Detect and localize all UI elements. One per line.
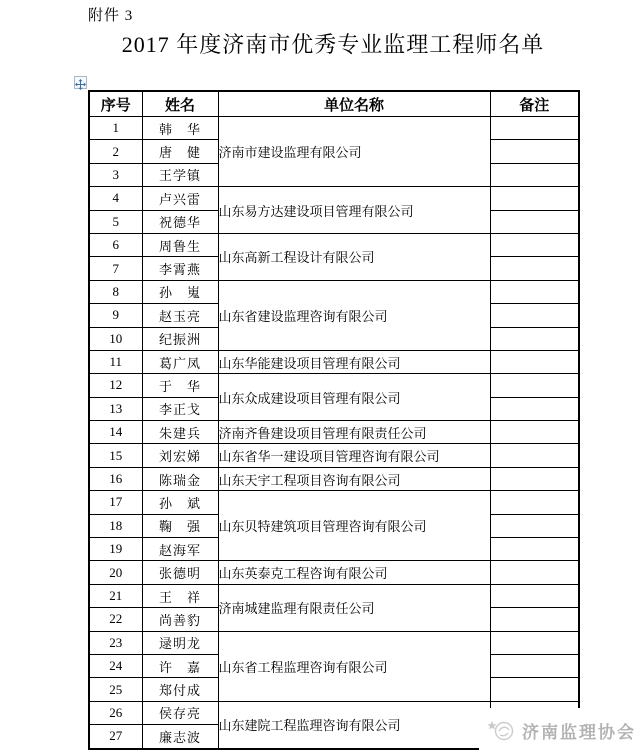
serial-cell: 2	[89, 140, 142, 163]
name-cell: 孙 斌	[142, 491, 218, 514]
name-cell: 侯存亮	[142, 701, 218, 724]
serial-cell: 25	[89, 678, 142, 701]
remark-cell	[490, 327, 579, 350]
serial-cell: 12	[89, 374, 142, 397]
serial-cell: 10	[89, 327, 142, 350]
serial-cell: 24	[89, 654, 142, 677]
company-cell: 山东省工程监理咨询有限公司	[218, 631, 490, 701]
serial-cell: 5	[89, 210, 142, 233]
company-cell: 山东众成建设项目管理有限公司	[218, 374, 490, 421]
table-header-row	[89, 91, 579, 117]
table-row	[89, 491, 579, 514]
serial-cell: 11	[89, 350, 142, 373]
remark-cell	[490, 280, 579, 303]
serial-cell: 27	[89, 725, 142, 749]
table-row	[89, 187, 579, 210]
remark-cell	[490, 491, 579, 514]
name-cell: 尚善豹	[142, 608, 218, 631]
name-cell: 于 华	[142, 374, 218, 397]
serial-cell: 13	[89, 397, 142, 420]
serial-cell: 3	[89, 163, 142, 186]
serial-cell: 7	[89, 257, 142, 280]
serial-cell: 23	[89, 631, 142, 654]
company-cell: 山东建院工程监理咨询有限公司	[218, 701, 490, 748]
company-cell: 济南市建设监理有限公司	[218, 117, 490, 187]
remark-cell	[490, 304, 579, 327]
association-logo-icon	[487, 715, 517, 745]
table-row	[89, 374, 579, 397]
serial-cell: 4	[89, 187, 142, 210]
watermark	[479, 708, 639, 752]
remark-cell	[490, 117, 579, 140]
remark-cell	[490, 140, 579, 163]
name-cell: 王学镇	[142, 163, 218, 186]
name-cell: 朱建兵	[142, 421, 218, 444]
move-arrows-glyph	[75, 79, 86, 90]
table-row	[89, 421, 579, 444]
name-cell: 葛广凤	[142, 350, 218, 373]
company-cell: 山东贝特建筑项目管理咨询有限公司	[218, 491, 490, 561]
name-cell: 许 嘉	[142, 654, 218, 677]
name-cell: 李霄燕	[142, 257, 218, 280]
watermark-text: 济南监理协会	[522, 722, 636, 742]
table-row	[89, 280, 579, 303]
remark-cell	[490, 210, 579, 233]
name-cell: 郑付成	[142, 678, 218, 701]
serial-cell: 8	[89, 280, 142, 303]
table-row	[89, 584, 579, 607]
remark-cell	[490, 397, 579, 420]
serial-cell: 16	[89, 467, 142, 490]
remark-cell	[490, 608, 579, 631]
serial-cell: 20	[89, 561, 142, 584]
serial-cell: 1	[89, 117, 142, 140]
col-header-serial: 序号	[89, 91, 142, 117]
col-header-name: 姓名	[142, 91, 218, 117]
serial-cell: 17	[89, 491, 142, 514]
table-row	[89, 631, 579, 654]
name-cell: 鞠 强	[142, 514, 218, 537]
col-header-remark: 备注	[490, 91, 579, 117]
remark-cell	[490, 631, 579, 654]
remark-cell	[490, 350, 579, 373]
name-cell: 逯明龙	[142, 631, 218, 654]
table-row	[89, 233, 579, 256]
remark-cell	[490, 654, 579, 677]
remark-cell	[490, 561, 579, 584]
name-cell: 王 祥	[142, 584, 218, 607]
name-cell: 韩 华	[142, 117, 218, 140]
table-row	[89, 117, 579, 140]
attachment-label: 附件 3	[88, 8, 134, 24]
name-cell: 张德明	[142, 561, 218, 584]
remark-cell	[490, 421, 579, 444]
name-cell: 陈瑞金	[142, 467, 218, 490]
serial-cell: 19	[89, 538, 142, 561]
name-cell: 刘宏娣	[142, 444, 218, 467]
name-cell: 赵玉亮	[142, 304, 218, 327]
col-header-company: 单位名称	[218, 91, 490, 117]
name-cell: 纪振洲	[142, 327, 218, 350]
remark-cell	[490, 163, 579, 186]
roster-table-wrap	[88, 90, 580, 750]
table-move-handle-icon[interactable]	[74, 76, 87, 89]
company-cell: 山东英泰克工程咨询有限公司	[218, 561, 490, 584]
serial-cell: 22	[89, 608, 142, 631]
company-cell: 山东华能建设项目管理有限公司	[218, 350, 490, 373]
company-cell: 山东省建设监理咨询有限公司	[218, 280, 490, 350]
name-cell: 廉志波	[142, 725, 218, 749]
company-cell: 山东天宇工程项目咨询有限公司	[218, 467, 490, 490]
table-row	[89, 350, 579, 373]
serial-cell: 14	[89, 421, 142, 444]
name-cell: 卢兴雷	[142, 187, 218, 210]
remark-cell	[490, 514, 579, 537]
company-cell: 山东高新工程设计有限公司	[218, 233, 490, 280]
roster-table	[88, 90, 580, 750]
table-row	[89, 561, 579, 584]
name-cell: 赵海军	[142, 538, 218, 561]
name-cell: 李正戈	[142, 397, 218, 420]
company-cell: 济南齐鲁建设项目管理有限责任公司	[218, 421, 490, 444]
name-cell: 祝德华	[142, 210, 218, 233]
remark-cell	[490, 187, 579, 210]
name-cell: 唐 健	[142, 140, 218, 163]
company-cell: 济南城建监理有限责任公司	[218, 584, 490, 631]
remark-cell	[490, 467, 579, 490]
remark-cell	[490, 584, 579, 607]
serial-cell: 26	[89, 701, 142, 724]
name-cell: 孙 嵬	[142, 280, 218, 303]
company-cell: 山东省华一建设项目管理咨询有限公司	[218, 444, 490, 467]
serial-cell: 9	[89, 304, 142, 327]
serial-cell: 18	[89, 514, 142, 537]
company-cell: 山东易方达建设项目管理有限公司	[218, 187, 490, 234]
remark-cell	[490, 444, 579, 467]
remark-cell	[490, 374, 579, 397]
serial-cell: 15	[89, 444, 142, 467]
remark-cell	[490, 233, 579, 256]
remark-cell	[490, 257, 579, 280]
serial-cell: 6	[89, 233, 142, 256]
table-row	[89, 444, 579, 467]
serial-cell: 21	[89, 584, 142, 607]
page-title: 2017 年度济南市优秀专业监理工程师名单	[121, 32, 545, 57]
table-row	[89, 467, 579, 490]
remark-cell	[490, 678, 579, 701]
remark-cell	[490, 538, 579, 561]
name-cell: 周鲁生	[142, 233, 218, 256]
